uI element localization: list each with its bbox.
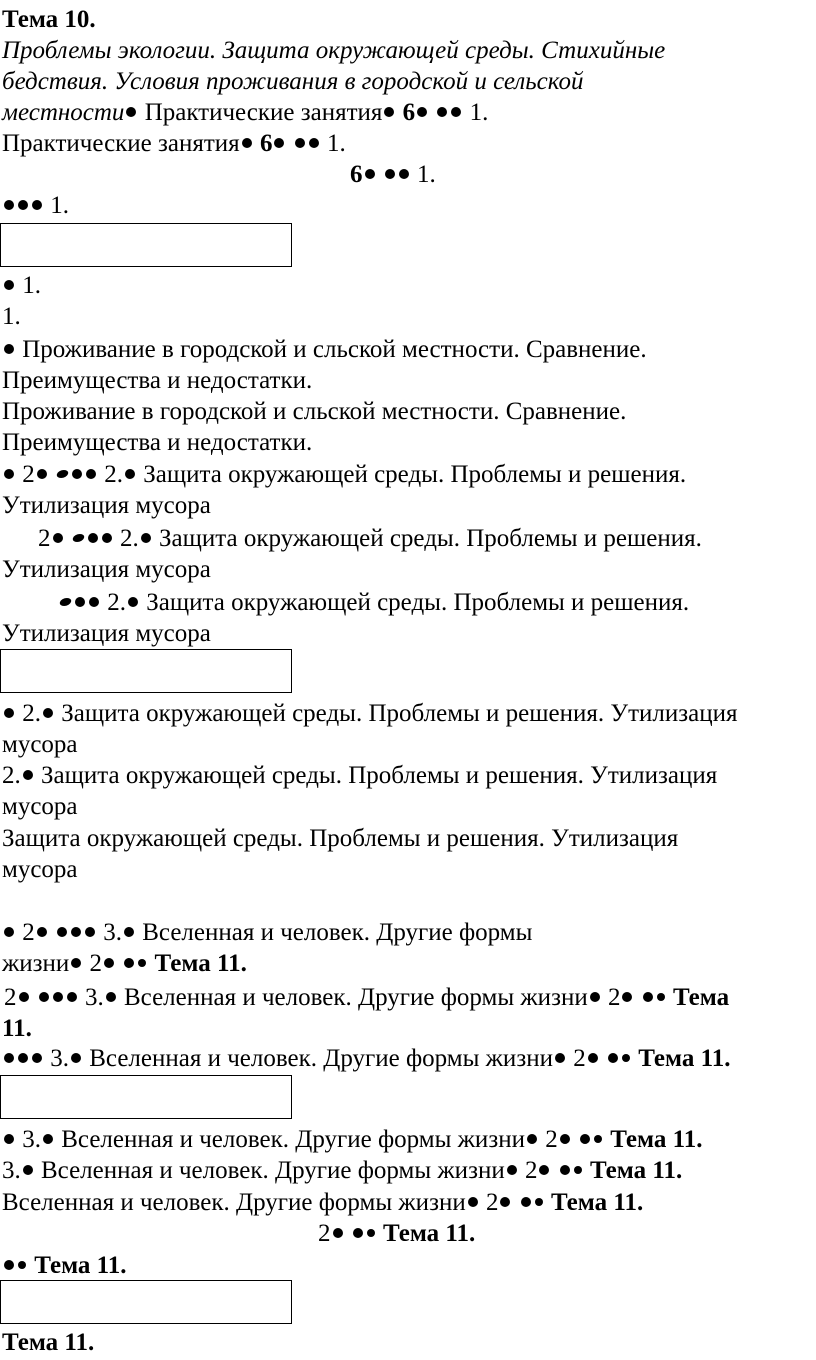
hours-value: 2 (545, 1126, 558, 1153)
hours-value: 2 (4, 984, 17, 1011)
bullet-icon (85, 927, 95, 937)
env-text: Защита окружающей среды. Проблемы и решения. (143, 461, 687, 488)
bullet-icon (622, 1054, 630, 1062)
bullet-icon (106, 992, 116, 1002)
subtitle-line-3-text: местности (2, 99, 125, 126)
env-line-4 (2, 698, 737, 729)
hours-value: 2 (318, 1220, 331, 1247)
hours-value: 2 (22, 919, 35, 946)
bullet-icon (32, 200, 42, 210)
waste-line-3: Утилизация мусора (2, 620, 211, 647)
bullet-icon (37, 927, 47, 937)
env-line-2 (38, 523, 702, 554)
bullet-icon (67, 992, 77, 1002)
bullet-icon (451, 107, 461, 117)
env-text: Защита окружающей среды. Проблемы и решения. Утилизация (41, 762, 718, 789)
hours-value: 2 (573, 1045, 586, 1072)
bullet-icon (365, 169, 375, 179)
bullet-icon (468, 1197, 478, 1207)
universe-line-1 (2, 917, 532, 948)
bullet-icon (43, 1134, 53, 1144)
lives-text: жизни (2, 950, 70, 977)
urban-line-3: Проживание в городской и сльской местности. Сравнение. (2, 398, 627, 425)
universe-text: Вселенная и человек. Другие формы жизни (41, 1157, 505, 1184)
bullet-icon (86, 469, 96, 479)
universe-line-6 (2, 1155, 682, 1186)
number-label: 3. (50, 1045, 69, 1072)
urban-line-4: Преимущества и недостатки. (2, 429, 313, 456)
bullet-icon (4, 927, 14, 937)
number-label: 2. (107, 589, 126, 616)
bullet-icon (4, 344, 14, 354)
bullet-icon (539, 1165, 549, 1175)
bullet-icon (43, 708, 53, 718)
bullet-icon (32, 1053, 42, 1063)
urban-text: Проживание в городской и сльской местности. Сравнение. (22, 336, 647, 363)
bullet-icon (399, 169, 409, 179)
number-label: 2. (104, 461, 123, 488)
bullet-icon (4, 200, 14, 210)
next-topic: Тема 11. (154, 950, 247, 977)
env-line-5 (2, 760, 717, 791)
hours-value: 2 (524, 1157, 538, 1184)
next-topic: Тема 11. (383, 1220, 476, 1247)
bullet-icon (18, 1053, 28, 1063)
bullet-icon (643, 992, 653, 1002)
bullet-icon (138, 959, 146, 967)
next-topic-part1: Тема (672, 984, 730, 1011)
next-topic: Тема 11. (550, 1189, 644, 1216)
bullet-icon (88, 533, 98, 543)
next-topic: Тема 11. (610, 1126, 703, 1153)
bullet-icon (59, 598, 73, 606)
bullet-icon (590, 992, 600, 1002)
universe-line-5 (2, 1124, 703, 1155)
number-label: 2. (120, 525, 139, 552)
env-line-3 (58, 587, 689, 618)
bullet-icon (608, 1053, 618, 1063)
hours-value: 6 (402, 99, 416, 126)
bullet-icon (521, 1197, 531, 1207)
bullet-icon (385, 169, 395, 179)
empty-box (0, 1280, 292, 1324)
bullet-icon (125, 469, 135, 479)
bullet-icon (141, 533, 151, 543)
bullet-icon (574, 1166, 582, 1174)
subtitle-line-3 (2, 97, 488, 128)
bullet-icon (657, 993, 665, 1001)
bullet-icon (274, 138, 284, 148)
hours-value: 2 (89, 950, 103, 977)
bullet-icon (437, 107, 447, 117)
universe-text: Вселенная и человек. Другие формы жизни (89, 1045, 553, 1072)
empty-box (0, 223, 292, 267)
practical-label: Практические занятия (144, 99, 383, 126)
trash-line-2: мусора (2, 793, 78, 820)
bullet-icon (560, 1134, 570, 1144)
bullet-icon (367, 1229, 375, 1237)
bullet-icon (4, 708, 14, 718)
bullet-icon (527, 1134, 537, 1144)
next-topic: Тема 11. (589, 1157, 683, 1184)
universe-text: Вселенная и человек. Другие формы жизни (2, 1189, 466, 1216)
bullet-icon (560, 1165, 570, 1175)
hours-line (350, 159, 436, 190)
universe-line-4 (2, 1043, 731, 1074)
bullet-icon (53, 992, 63, 1002)
number-label: 1. (469, 99, 489, 126)
bullet-one-line (2, 270, 41, 301)
topic11-line-1 (318, 1218, 475, 1249)
empty-box (0, 649, 292, 693)
hours-value: 2 (485, 1189, 499, 1216)
bullet-icon (594, 1135, 602, 1143)
env-text: Защита окружающей среды. Проблемы и решения. Утилизация (61, 700, 738, 727)
bullet-icon (18, 200, 28, 210)
env-line-1 (2, 459, 686, 490)
hours-value: 6 (259, 130, 273, 157)
number-label: 1. (22, 272, 41, 299)
number-label: 3. (103, 919, 122, 946)
waste-line-1: Утилизация мусора (2, 492, 211, 519)
next-topic: Тема 11. (34, 1252, 127, 1279)
bullet-icon (384, 107, 394, 117)
bullet-icon (4, 1260, 14, 1270)
hours-value: 6 (350, 161, 363, 188)
bullet-icon (126, 107, 136, 117)
bullet-icon (242, 138, 252, 148)
bullet-icon (72, 469, 82, 479)
bullet-icon (104, 958, 114, 968)
hours-value: 2 (38, 525, 51, 552)
universe-text: Вселенная и человек. Другие формы жизни (124, 984, 588, 1011)
bullet-icon (500, 1197, 510, 1207)
hours-value: 2 (22, 461, 35, 488)
bullet-icon (580, 1134, 590, 1144)
env-line-6: Защита окружающей среды. Проблемы и решения. Утилизация (2, 825, 679, 852)
trash-line-1: мусора (2, 731, 78, 758)
bullet-icon (588, 1053, 598, 1063)
bullet-icon (309, 138, 319, 148)
number-label: 3. (85, 984, 104, 1011)
bullet-icon (4, 469, 14, 479)
bullet-icon (128, 597, 138, 607)
bullet-icon (295, 138, 305, 148)
next-topic-heading: Тема 11. (2, 1329, 95, 1356)
bullet-icon (71, 1053, 81, 1063)
env-text: Защита окружающей среды. Проблемы и решения. (159, 525, 702, 552)
hours-value: 2 (607, 984, 621, 1011)
universe-line-2 (2, 948, 247, 979)
env-text: Защита окружающей среды. Проблемы и решения. (146, 589, 690, 616)
next-topic-part2: 11. (2, 1015, 32, 1042)
number-label: 1. (326, 130, 346, 157)
bullet-icon (622, 992, 632, 1002)
number-label: 2. (2, 762, 21, 789)
topic-title: Тема 10. (2, 6, 96, 33)
urban-line-2: Преимущества и недостатки. (2, 367, 313, 394)
number-label: 2. (22, 700, 41, 727)
bullet-icon (53, 533, 63, 543)
bullet-icon (535, 1198, 543, 1206)
practical-label: Практические занятия (2, 130, 240, 157)
bullet-icon (71, 534, 85, 542)
universe-text: Вселенная и человек. Другие формы жизни (61, 1126, 525, 1153)
bullet-icon (507, 1165, 517, 1175)
universe-line-3 (4, 982, 729, 1013)
bullet-icon (124, 927, 134, 937)
universe-text: Вселенная и человек. Другие формы (142, 919, 533, 946)
bullet-icon (23, 770, 33, 780)
bullet-icon (417, 107, 427, 117)
bullet-icon (102, 533, 112, 543)
number-label: 3. (2, 1157, 21, 1184)
urban-line-1 (2, 334, 647, 365)
number-label: 3. (22, 1126, 41, 1153)
subtitle-line-1: Проблемы экологии. Защита окружающей среды. Стихийные (2, 37, 666, 64)
universe-line-7 (2, 1187, 643, 1218)
bullet-icon (71, 927, 81, 937)
number-label: 1. (417, 161, 436, 188)
bullet-icon (56, 470, 70, 478)
number-one-line: 1. (2, 303, 21, 330)
bullet-icon (4, 280, 14, 290)
topic11-line-2 (2, 1250, 127, 1281)
bullet-icon (4, 1053, 14, 1063)
bullet-icon (4, 1134, 14, 1144)
bullet-icon (333, 1228, 343, 1238)
bullet-icon (124, 958, 134, 968)
number-label: 1. (50, 192, 69, 219)
next-topic: Тема 11. (638, 1045, 731, 1072)
practical-line (2, 128, 346, 159)
bullet-icon (75, 597, 85, 607)
bullets-line (2, 190, 69, 221)
subtitle-line-2: бедствия. Условия проживания в городской и сельской (2, 68, 584, 95)
bullet-icon (89, 597, 99, 607)
empty-box (0, 1075, 292, 1119)
bullet-icon (39, 992, 49, 1002)
bullet-icon (71, 958, 81, 968)
bullet-icon (19, 992, 29, 1002)
trash-line-3: мусора (2, 856, 78, 883)
bullet-icon (555, 1053, 565, 1063)
bullet-icon (57, 927, 67, 937)
bullet-icon (23, 1165, 33, 1175)
bullet-icon (353, 1228, 363, 1238)
bullet-icon (37, 469, 47, 479)
waste-line-2: Утилизация мусора (2, 556, 211, 583)
bullet-icon (18, 1261, 26, 1269)
